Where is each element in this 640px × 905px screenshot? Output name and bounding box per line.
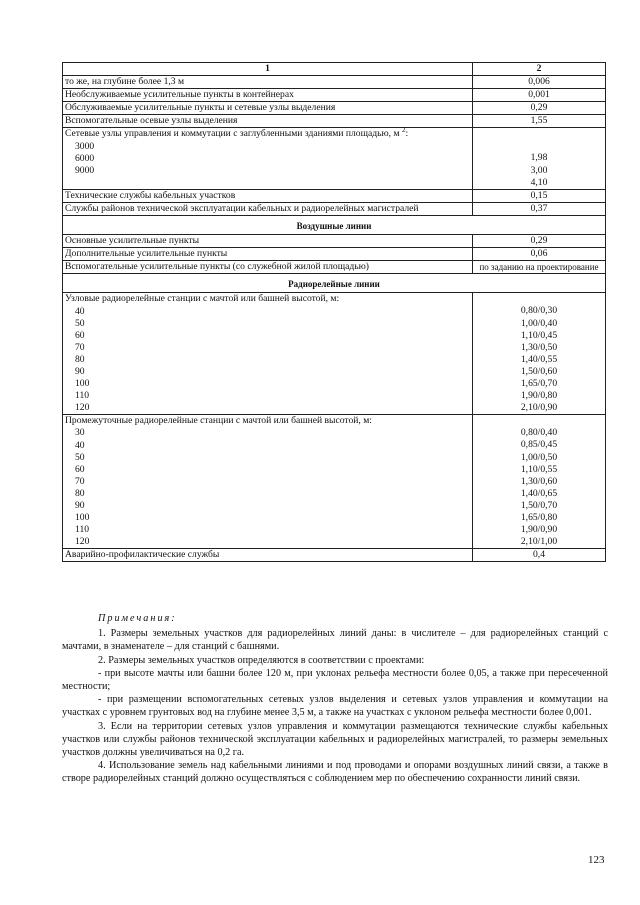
nodal-value: 0,80/0,30 [520,305,558,317]
height-item: 100 [75,512,90,524]
area-item: 6000 [75,152,95,164]
note-2: 2. Размеры земельных участков определяются в соответствии с проектами: [98,654,425,666]
network-nodes-cell [63,128,473,189]
section-row-radio [63,274,606,293]
height-item: 100 [75,378,90,390]
header-col-2: 2 [473,63,606,76]
row-value: 0,006 [473,76,606,89]
intermediate-value: 1,50/0,70 [520,499,558,511]
height-item: 90 [75,500,85,511]
section-row-air [63,215,606,234]
table-row-intermediate [63,415,606,549]
row-label: Технические службы кабельных участков [63,189,473,202]
note-2b: - при размещении вспомогательных сетевых узлов выделения и сетевых узлов управления и коммутации на участках с уровнем грунтовых вод на глубине менее 3,5 м, а также на участках с уклоном рельефа местности более 0,001. [62,694,608,719]
note-2a: - при высоте мачты или башни более 120 м, при уклонах рельефа местности более 0,05, а также при пересеченной местности; [62,667,608,693]
nodal-value: 1,40/0,55 [520,353,558,365]
height-item: 60 [75,463,85,475]
page-number: 123 [588,854,605,866]
height-item: 50 [75,317,85,329]
table-row [63,89,606,102]
row-label: Необслуживаемые усилительные пункты в контейнерах [63,89,473,102]
height-item: 80 [75,487,85,499]
area-value: 3,00 [530,164,548,176]
table-row [63,189,606,202]
nodal-label: Узловые радиорелейные станции с мачтой или башней высотой, м: [65,293,340,305]
row-label: Дополнительные усилительные пункты [63,248,473,261]
nodal-value: 1,30/0,50 [520,341,558,353]
row-label: Аварийно-профилактические службы [63,549,473,562]
network-nodes-sup: 2 [401,126,406,135]
table-row-network-nodes [63,128,606,189]
network-nodes-values [473,128,606,189]
network-nodes-areas [65,141,470,177]
intermediate-value: 1,90/0,90 [520,524,558,536]
row-value: 0,06 [473,248,606,261]
row-value: 0,37 [473,202,606,215]
height-item: 50 [75,451,85,463]
network-nodes-suffix: : [405,128,409,140]
height-item: 30 [75,427,85,439]
intermediate-value: 1,40/0,65 [520,487,558,499]
row-label: Вспомогательные осевые узлы выделения [63,115,473,128]
row-value: 0,15 [473,189,606,202]
note-1: 1. Размеры земельных участков для радиорелейных линий даны: в числителе – для радиорелейных станций с мачтами, в знаменателе – для станций с башнями. [62,628,608,653]
height-item: 40 [75,439,85,451]
table-row [63,102,606,115]
section-title-radio: Радиорелейные линии [63,274,606,293]
row-label: Вспомогательные усилительные пункты (со служебной жилой площадью) [63,261,473,274]
row-label: Основные усилительные пункты [63,235,473,248]
intermediate-values [473,415,606,549]
row-label: Обслуживаемые усилительные пункты и сетевые узлы выделения [63,102,473,115]
intermediate-value: 0,85/0,45 [520,439,558,451]
height-item: 40 [75,305,85,317]
table-row [63,248,606,261]
intermediate-heights [65,427,470,548]
notes-title: Примечания: [98,613,177,624]
land-area-table [62,62,606,562]
table-row [63,76,606,89]
nodal-value: 1,00/0,40 [520,317,558,329]
table-row [63,115,606,128]
intermediate-label: Промежуточные радиорелейные станции с мачтой или башней высотой, м: [65,415,372,427]
row-value: 0,29 [473,102,606,115]
table-header-row [63,63,606,76]
intermediate-value: 2,10/1,00 [520,536,558,548]
note-4: 4. Использование земель над кабельными линиями и под проводами и опорами воздушных линий связи, а также в створе радиорелейных станций должно осуществляться с соблюдением мер по обеспечению сохранности линий связи. [62,760,608,785]
nodal-values [473,293,606,415]
nodal-value: 1,65/0,70 [520,377,558,389]
intermediate-cell [63,415,473,549]
nodal-value: 1,10/0,45 [520,329,558,341]
row-value: 0,001 [473,89,606,102]
height-item: 70 [75,341,85,353]
section-title-air: Воздушные линии [63,215,606,234]
header-col-1: 1 [63,63,473,76]
nodal-cell [63,293,473,415]
intermediate-value: 1,65/0,80 [520,512,558,523]
table-row [63,261,606,274]
area-item: 3000 [75,140,95,152]
height-item: 90 [75,365,85,377]
table-row-nodal [63,293,606,415]
nodal-value: 2,10/0,90 [520,402,558,414]
table-row [63,549,606,562]
network-nodes-label: Сетевые узлы управления и коммутации с заглубленными зданиями площадью, м [65,128,400,140]
height-item: 110 [75,524,90,536]
intermediate-value: 0,80/0,40 [520,427,558,439]
nodal-heights [65,306,470,415]
height-item: 120 [75,536,90,548]
area-value: 1,98 [530,152,548,164]
height-item: 110 [75,390,90,402]
height-item: 60 [75,329,85,341]
nodal-value: 1,50/0,60 [520,365,558,377]
row-value: по заданию на проектирование [473,261,606,274]
notes-block [62,612,608,786]
row-label: Службы районов технической эксплуатации кабельных и радиорелейных магистралей [63,202,473,215]
height-item: 70 [75,475,85,487]
area-value: 4,10 [530,176,548,188]
row-value: 0,29 [473,235,606,248]
height-item: 80 [75,353,85,365]
nodal-value: 1,90/0,80 [520,390,558,402]
intermediate-value: 1,30/0,60 [520,475,558,487]
height-item: 120 [75,402,90,414]
row-value: 1,55 [473,115,606,128]
row-label: то же, на глубине более 1,3 м [63,76,473,89]
row-value: 0,4 [473,549,606,562]
table-row [63,235,606,248]
intermediate-value: 1,10/0,55 [520,463,558,475]
area-item: 9000 [75,164,95,176]
table-row [63,202,606,215]
note-3: 3. Если на территории сетевых узлов управления и коммутации размещаются технические службы кабельных участков или службы районов технической эксплуатации кабельных и радиорелейных магистралей, то размеры земельных участков должны увеличиваться на 0,2 га. [62,720,608,759]
intermediate-value: 1,00/0,50 [520,451,558,463]
